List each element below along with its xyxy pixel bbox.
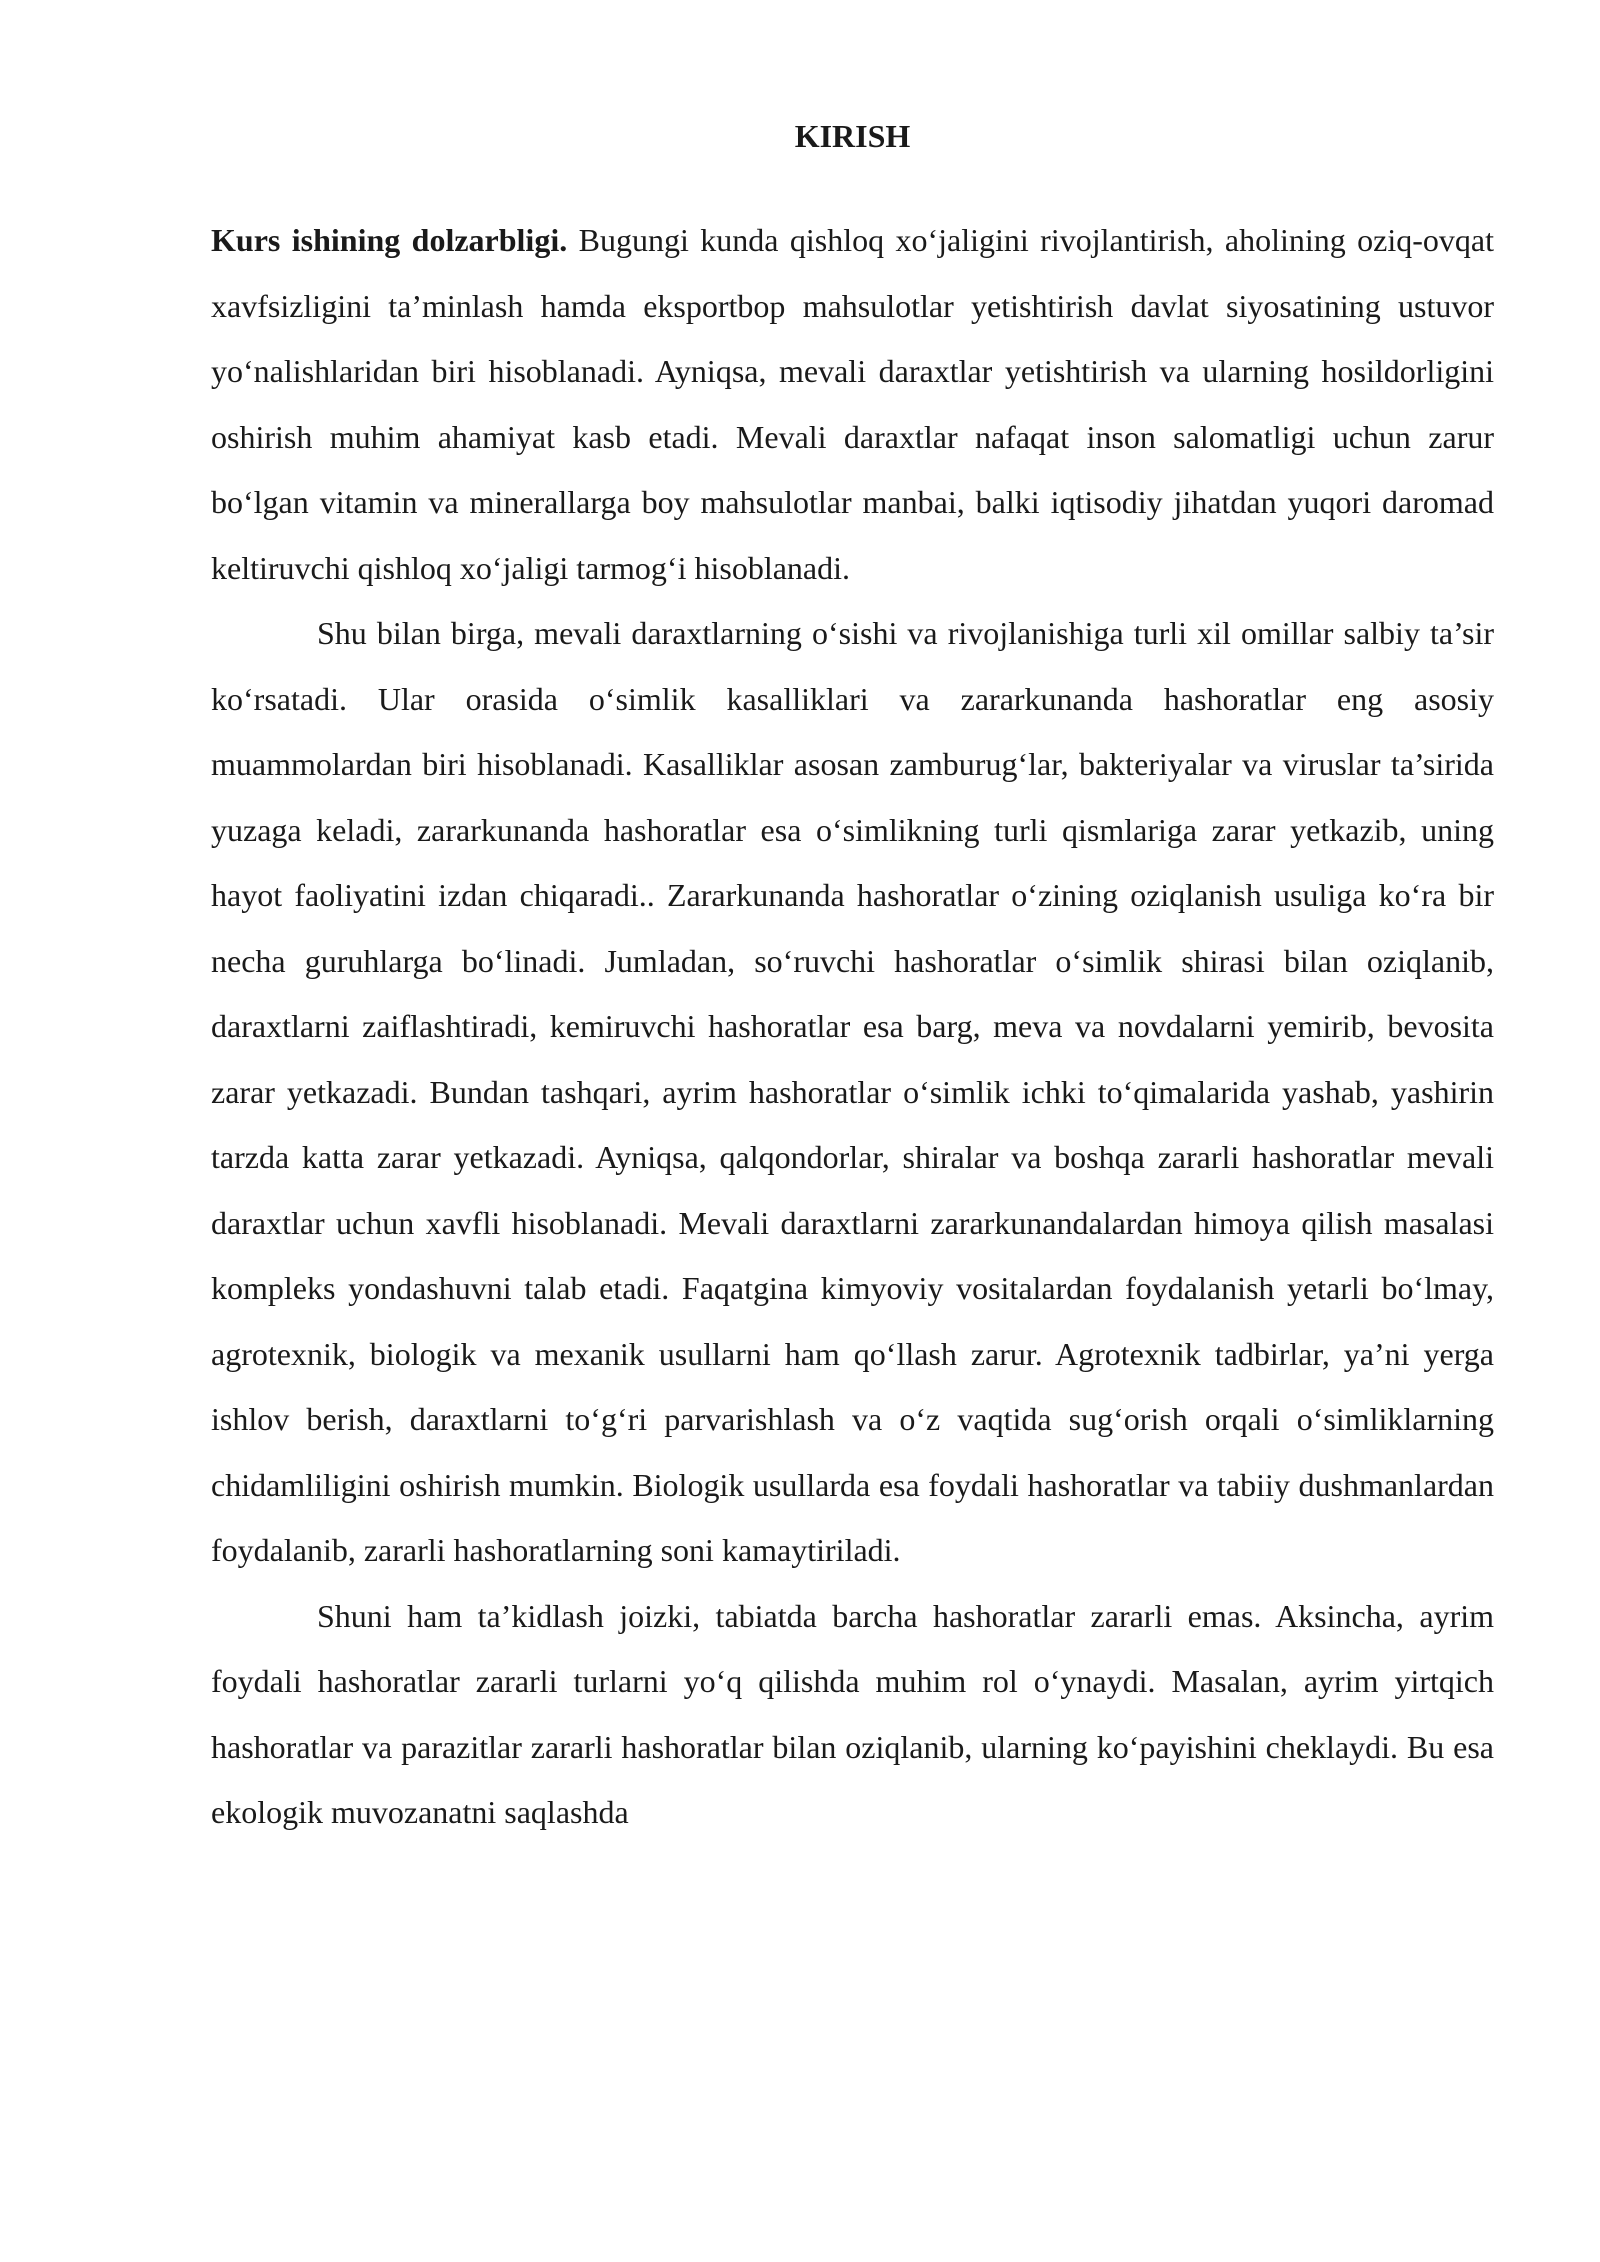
paragraph-text: Shuni ham ta’kidlash joizki, tabiatda barcha hashoratlar zararli emas. Aksincha, ayrim foydali hashoratlar zararli turlarni yo‘q qilishda muhim rol o‘ynaydi. Masalan, ayrim yirtqich hashoratlar va parazitlar zararli hashoratlar bilan oziqlanib, ularning ko‘payishini cheklaydi. Bu esa ekologik muvozanatni saqlashda (211, 1597, 1494, 1830)
document-page (211, 110, 1494, 1846)
paragraph-text: Shu bilan birga, mevali daraxtlarning o‘sishi va rivojlanishiga turli xil omillar salbiy ta’sir ko‘rsatadi. Ular orasida o‘simlik kasalliklari va zararkunanda hashoratlar eng asosiy muammolardan biri hisoblanadi. Kasalliklar asosan zamburug‘lar, bakteriyalar va viruslar ta’sirida yuzaga keladi, zararkunanda hashoratlar esa o‘simlikning turli qismlariga zarar yetkazib, uning hayot faoliyatini izdan chiqaradi.. Zararkunanda hashoratlar o‘zining oziqlanish usuliga ko‘ra bir necha guruhlarga bo‘linadi. Jumladan, so‘ruvchi hashoratlar o‘simlik shirasi bilan oziqlanib, daraxtlarni zaiflashtiradi, kemiruvchi hashoratlar esa barg, meva va novdalarni yemirib, bevosita zarar yetkazadi. Bundan tashqari, ayrim hashoratlar o‘simlik ichki to‘qimalarida yashab, yashirin tarzda katta zarar yetkazadi. Ayniqsa, qalqondorlar, shiralar va boshqa zararli hashoratlar mevali daraxtlar uchun xavfli hisoblanadi. Mevali daraxtlarni zararkunandalardan himoya qilish masalasi kompleks yondashuvni talab etadi. Faqatgina kimyoviy vositalardan foydalanish yetarli bo‘lmay, agrotexnik, biologik va mexanik usullarni ham qo‘llash zarur. Agrotexnik tadbirlar, ya’ni yerga ishlov berish, daraxtlarni to‘g‘ri parvarishlash va o‘z vaqtida sug‘orish orqali o‘simliklarning chidamliligini oshirish mumkin. Biologik usullarda esa foydali hashoratlar va tabiiy dushmanlardan foydalanib, zararli hashoratlarning soni kamaytiriladi. (211, 615, 1494, 1568)
paragraph-beneficial-insects (211, 1584, 1494, 1846)
paragraph-relevance (211, 208, 1494, 601)
paragraph-factors (211, 601, 1494, 1584)
paragraph-lead: Kurs ishining dolzarbligi. (211, 222, 568, 258)
page-title: KIRISH (794, 118, 911, 154)
paragraph-text: Bugungi kunda qishloq xo‘jaligini rivojlantirish, aholining oziq-ovqat xavfsizligini ta’minlash hamda eksportbop mahsulotlar yetishtirish davlat siyosatining ustuvor yo‘nalishlaridan biri hisoblanadi. Ayniqsa, mevali daraxtlar yetishtirish va ularning hosildorligini oshirish muhim ahamiyat kasb etadi. Mevali daraxtlar nafaqat inson salomatligi uchun zarur bo‘lgan vitamin va minerallarga boy mahsulotlar manbai, balki iqtisodiy jihatdan yuqori daromad keltiruvchi qishloq xo‘jaligi tarmog‘i hisoblanadi. (211, 222, 1495, 586)
